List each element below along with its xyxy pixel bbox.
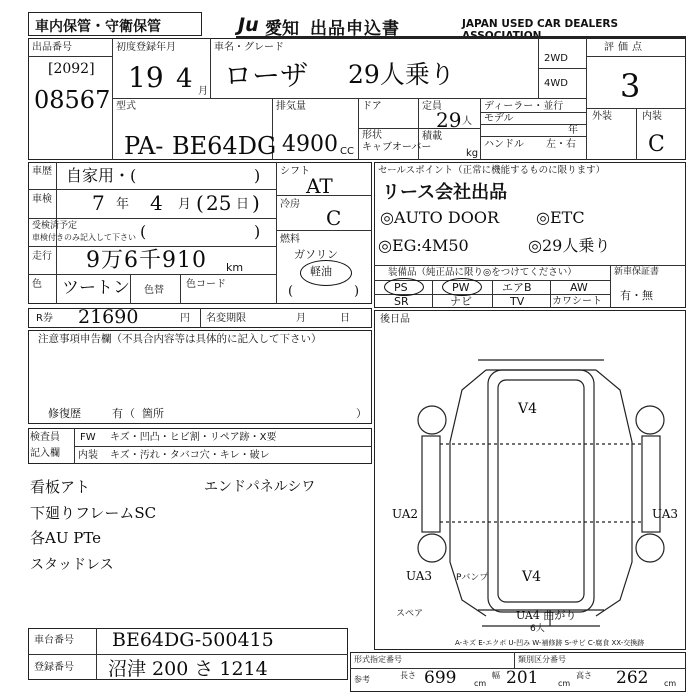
divider xyxy=(180,274,181,304)
plate-label: 登録番号 xyxy=(34,662,74,673)
deadline-month-unit: 月 xyxy=(296,313,306,324)
receipt-open: ( xyxy=(140,222,147,241)
inspection-day-open: ( xyxy=(196,191,204,215)
diagram-mark-ua3-right: UA3 xyxy=(652,507,679,521)
repair-place: 箇所 xyxy=(142,407,164,420)
diagram-chassis-mark: 6大 xyxy=(530,624,545,634)
form-title: 出品申込書 xyxy=(310,19,400,39)
recycle-value: 21690 xyxy=(78,306,139,328)
rear-section-label: 後日品 xyxy=(380,314,410,325)
bus-right-side xyxy=(596,370,632,616)
equipment-aw: AW xyxy=(570,281,588,294)
chassis-value: BE64DG-500415 xyxy=(112,629,274,651)
fuel-diesel-circle xyxy=(300,260,352,286)
inspector-row2: キズ・汚れ・タバコ穴・キレ・破レ xyxy=(110,450,270,461)
storage-note: 車内保管・守衛保管 xyxy=(35,19,161,35)
lot-number: 08567 xyxy=(34,86,111,114)
height-value: 262 xyxy=(616,668,649,688)
divider xyxy=(210,38,211,98)
note-2: エンドパネルシワ xyxy=(204,479,316,495)
shape-label: 形状 xyxy=(362,130,382,141)
wheel-front-left xyxy=(418,406,446,434)
repaint-label: 色替 xyxy=(144,285,164,296)
repair-close: ） xyxy=(356,407,367,420)
history-close: ) xyxy=(254,166,261,185)
load-label: 積載 xyxy=(422,131,442,142)
divider xyxy=(276,230,372,231)
sales-headline: リース会社出品 xyxy=(382,182,508,203)
divider xyxy=(550,280,551,308)
divider xyxy=(538,68,586,69)
displacement-unit: CC xyxy=(340,146,354,157)
divider xyxy=(112,38,113,160)
wheel-rear-left xyxy=(418,534,446,562)
fuel-open: ( xyxy=(288,284,294,299)
association-name: JAPAN USED CAR DEALERS ASSOCIATION xyxy=(462,18,619,42)
divider xyxy=(112,98,586,99)
ac-label: 冷房 xyxy=(280,199,300,210)
bus-front xyxy=(478,360,604,370)
left-panel xyxy=(422,436,440,532)
divider xyxy=(28,246,276,247)
diagram-mark-ua2: UA2 xyxy=(392,507,419,521)
equipment-sr: SR xyxy=(394,295,409,308)
lot-sub-number: [2092] xyxy=(48,61,95,77)
new-car-warranty-label: 新車保証書 xyxy=(614,267,660,277)
divider xyxy=(28,56,112,57)
inspector-label: 検査員 xyxy=(30,432,60,443)
divider xyxy=(432,280,433,308)
recycle-unit: 円 xyxy=(180,313,190,324)
chassis-label: 車台番号 xyxy=(34,635,74,646)
divider xyxy=(130,274,131,304)
new-car-warranty-options: 有・無 xyxy=(620,289,653,302)
class-label: 類別区分番号 xyxy=(518,655,566,664)
cert-label: 形式指定番号 xyxy=(354,655,402,664)
vehicle-name-label: 車名・グレード xyxy=(214,42,284,53)
inspector-row1: キズ・凹凸・ヒビ割・リペア跡・X要 xyxy=(110,432,277,443)
rating-ext-label: 外装 xyxy=(592,111,612,122)
equipment-pw: PW xyxy=(452,281,470,294)
divider xyxy=(28,218,276,219)
vehicle-grade: 29人乗り xyxy=(348,60,455,89)
inspection-label: 車検 xyxy=(32,194,52,205)
divider xyxy=(480,98,481,160)
wheel-front-right xyxy=(636,406,664,434)
width-label: 幅 xyxy=(492,671,500,680)
equipment-tv: TV xyxy=(510,295,525,308)
vehicle-diagram xyxy=(374,310,686,650)
model-year-unit: 年 xyxy=(568,125,578,136)
displacement-label: 排気量 xyxy=(276,101,306,112)
ac-value: C xyxy=(326,206,342,230)
repair-open: （ xyxy=(124,407,135,420)
history-value: 自家用・( xyxy=(66,166,137,185)
inspector-row2-tag: 内装 xyxy=(78,450,98,461)
height-label: 高さ xyxy=(576,671,592,680)
width-unit: cm xyxy=(558,679,571,688)
diagram-mark-v4-rear: V4 xyxy=(522,569,542,585)
note-3: 下廻りフレームSC xyxy=(30,504,157,522)
fuel-close: ) xyxy=(354,284,360,299)
repair-value: 有 xyxy=(112,407,123,420)
inspector-label-2: 記入欄 xyxy=(30,448,60,459)
equipment-label: 装備品（純正品に限り◎をつけてください） xyxy=(388,267,577,278)
divider xyxy=(28,189,276,190)
storage-note-box xyxy=(28,12,202,36)
color-value: ツートン xyxy=(62,278,130,298)
fuel-label: 燃料 xyxy=(280,234,300,245)
plate-value: 沼津 200 さ 1214 xyxy=(108,658,268,680)
divider xyxy=(514,652,515,668)
dealer-label: ディーラー・並行 xyxy=(484,101,564,112)
diagram-spare: スペア xyxy=(396,609,424,619)
inspection-month-unit: 月 xyxy=(178,197,192,212)
receipt-close: ) xyxy=(254,222,261,241)
divider xyxy=(480,136,586,137)
inspection-day: 25 xyxy=(206,191,232,215)
note-5: スタッドレス xyxy=(30,557,114,573)
lot-label: 出品番号 xyxy=(32,42,72,53)
wheel-rear-right xyxy=(636,534,664,562)
length-unit: cm xyxy=(474,679,487,688)
equipment-ps-circle xyxy=(384,278,424,296)
model-code: BE64DG xyxy=(172,132,277,160)
registration-month-unit: 月 xyxy=(198,86,208,97)
model-label: 型式 xyxy=(116,101,136,112)
fuel-diesel: 軽油 xyxy=(310,265,332,278)
registration-month: 4 xyxy=(176,64,193,94)
length-value: 699 xyxy=(424,668,457,688)
fuel-gasoline: ガソリン xyxy=(294,248,338,261)
brand-name: 愛知 xyxy=(265,19,299,39)
capacity-unit: 人 xyxy=(462,116,472,127)
note-4: 各AU PTe xyxy=(30,529,102,547)
mileage-label: 走行 xyxy=(32,251,52,262)
damage-legend: A-キズ E-エクボ U-凹み W-補修跡 S-サビ C-腐食 XX-交換跡 xyxy=(455,639,645,647)
width-value: 201 xyxy=(506,668,539,688)
sales-item-1: ◎AUTO DOOR xyxy=(380,208,499,227)
model-prefix: PA- xyxy=(124,132,164,160)
divider xyxy=(28,274,276,275)
equipment-airbag: エアB xyxy=(502,281,532,294)
equipment-pw-circle xyxy=(442,278,482,296)
inspection-month: 4 xyxy=(150,191,163,215)
shift-label: シフト xyxy=(280,166,310,177)
inspector-row1-tag: FW xyxy=(80,432,96,443)
capacity-label: 定員 xyxy=(422,101,442,112)
divider xyxy=(636,108,637,160)
rating-score: 3 xyxy=(620,67,641,105)
vehicle-name: ローザ xyxy=(224,59,309,92)
inspection-day-unit: 日 xyxy=(236,197,250,212)
divider xyxy=(492,280,493,308)
length-label: 長さ xyxy=(400,671,416,680)
mileage-value: 9万6千910 xyxy=(86,248,207,273)
load-unit: kg xyxy=(466,148,479,159)
diagram-pamp: Pバンプ xyxy=(456,573,489,583)
history-label: 車歴 xyxy=(32,166,52,177)
diagram-mark-ua3-left: UA3 xyxy=(406,569,433,583)
bus-roof-inner xyxy=(498,380,584,602)
color-code-label: 色コード xyxy=(186,279,226,290)
divider xyxy=(586,56,686,57)
sales-item-2: ◎ETC xyxy=(536,208,585,227)
divider xyxy=(358,128,480,129)
sales-item-3: ◎EG:4M50 xyxy=(378,236,469,255)
capacity-value: 29 xyxy=(436,108,462,132)
sales-item-4: ◎29人乗り xyxy=(528,236,611,255)
deadline-day-unit: 日 xyxy=(340,313,350,324)
receipt-label: 受検済予定 xyxy=(32,221,78,231)
handle-label: ハンドル xyxy=(484,139,524,150)
displacement-value: 4900 xyxy=(282,132,338,157)
divider xyxy=(74,446,372,447)
color-label: 色 xyxy=(32,279,42,290)
drive-2wd: 2WD xyxy=(544,53,568,64)
divider xyxy=(358,98,359,160)
shift-value: AT xyxy=(306,174,333,198)
divider xyxy=(200,308,201,328)
equipment-navi: ナビ xyxy=(450,295,472,308)
door-label: ドア xyxy=(362,101,382,112)
equipment-leather: カワシート xyxy=(552,296,602,307)
receipt-note: 車検付きのみ記入して下さい xyxy=(32,233,136,242)
divider xyxy=(276,162,277,304)
inspection-year: 7 xyxy=(92,191,105,215)
inspection-day-close: ) xyxy=(252,191,260,215)
notes-label: 注意事項申告欄（不具合内容等は具体的に記入して下さい） xyxy=(38,333,322,345)
rating-label: 評価点 xyxy=(604,42,646,53)
rating-int-score: C xyxy=(648,132,665,157)
recycle-label: R券 xyxy=(36,313,53,324)
brand-logo: Ju xyxy=(238,14,259,36)
diagram-mark-ua4: UA4 曲がり xyxy=(516,609,577,622)
divider xyxy=(28,654,348,655)
deadline-label: 名変期限 xyxy=(206,313,246,324)
inspection-year-unit: 年 xyxy=(116,197,130,212)
drive-4wd: 4WD xyxy=(544,78,568,89)
model-year-label: モデル xyxy=(484,113,514,124)
registration-year: 19 xyxy=(128,61,164,94)
height-unit: cm xyxy=(664,679,677,688)
note-1: 看板アト xyxy=(30,478,91,496)
equipment-ps: PS xyxy=(394,281,408,294)
handle-options: 左・右 xyxy=(546,139,576,150)
mileage-unit: km xyxy=(226,261,244,274)
sales-label: セールスポイント（正常に機能するものに限ります） xyxy=(378,165,606,176)
registration-label: 初度登録年月 xyxy=(116,42,176,53)
diagram-mark-v4-front: V4 xyxy=(518,401,538,417)
divider xyxy=(610,265,611,308)
shape-value: キャブオーバー xyxy=(362,142,432,153)
ref-label: 参考 xyxy=(354,675,370,684)
repair-label: 修復歴 xyxy=(48,407,81,420)
rating-int-label: 内装 xyxy=(642,111,662,122)
divider xyxy=(374,265,686,266)
